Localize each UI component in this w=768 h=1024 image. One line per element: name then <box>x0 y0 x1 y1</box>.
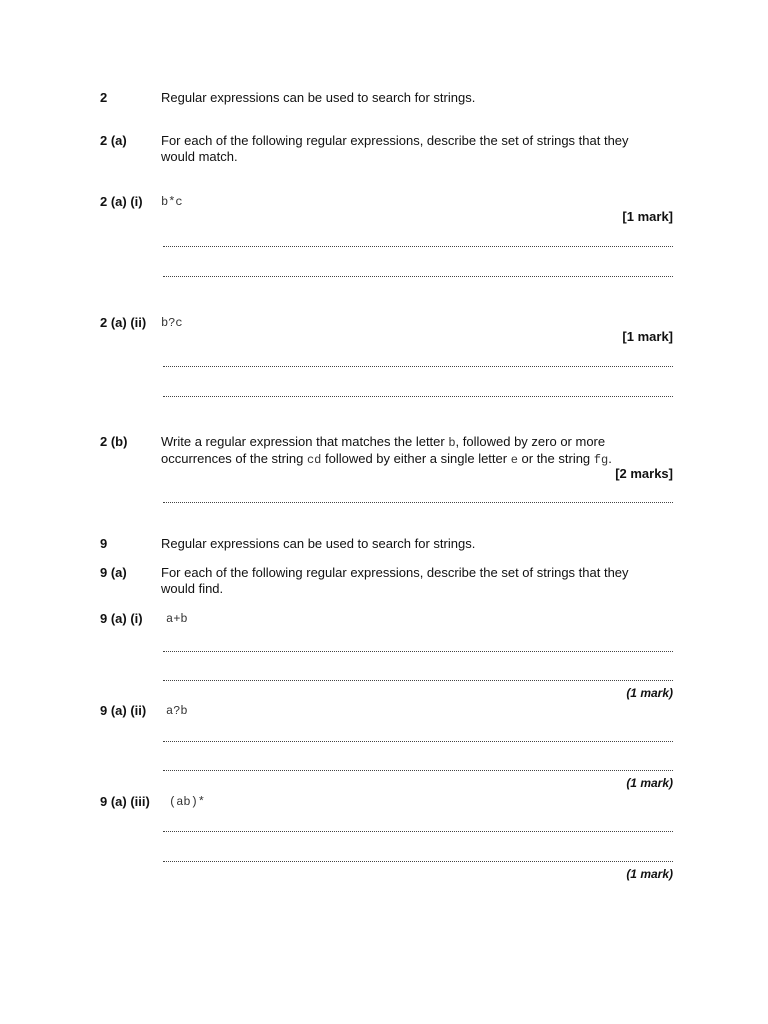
q2b-answer-line <box>163 502 673 503</box>
q9aiii-expression: (ab)* <box>169 795 206 809</box>
q2aii-number: 2 (a) (ii) <box>100 315 147 330</box>
q9ai-answer-line-1 <box>163 651 673 652</box>
q9ai-marks: (1 mark) <box>626 686 673 700</box>
q2b-text: Write a regular expression that matches the letter b, followed by zero or more occurrences of the string cd followed by either a single letter e or the string fg. <box>161 434 612 467</box>
q9aiii-answer-line-2 <box>163 861 673 862</box>
q9aiii-marks: (1 mark) <box>626 867 673 881</box>
q2a-number: 2 (a) <box>100 133 127 148</box>
q9ai-number: 9 (a) (i) <box>100 611 143 626</box>
q2-number: 2 <box>100 90 108 105</box>
q2b-number: 2 (b) <box>100 434 128 449</box>
q2ai-expression: b*c <box>161 195 183 209</box>
q2b-marks: [2 marks] <box>615 466 673 481</box>
q9aii-answer-line-2 <box>163 770 673 771</box>
q2aii-expression: b?c <box>161 316 183 330</box>
q9-stem: Regular expressions can be used to search for strings. <box>161 536 476 551</box>
q2aii-answer-line-2 <box>163 396 673 397</box>
q2ai-number: 2 (a) (i) <box>100 194 143 209</box>
q9ai-expression: a+b <box>166 612 188 626</box>
q9aii-answer-line-1 <box>163 741 673 742</box>
q9-number: 9 <box>100 536 108 551</box>
q9aiii-number: 9 (a) (iii) <box>100 794 150 809</box>
q9a-text: For each of the following regular expressions, describe the set of strings that they would find. <box>161 565 629 596</box>
q2a-text: For each of the following regular expressions, describe the set of strings that they would match. <box>161 133 629 164</box>
q9a-number: 9 (a) <box>100 565 127 580</box>
q2ai-answer-line-1 <box>163 246 673 247</box>
q9aiii-answer-line-1 <box>163 831 673 832</box>
q2aii-answer-line-1 <box>163 366 673 367</box>
q9aii-number: 9 (a) (ii) <box>100 703 147 718</box>
q2ai-answer-line-2 <box>163 276 673 277</box>
q9aii-marks: (1 mark) <box>626 776 673 790</box>
q2-stem: Regular expressions can be used to search for strings. <box>161 90 476 105</box>
q9ai-answer-line-2 <box>163 680 673 681</box>
q9aii-expression: a?b <box>166 704 188 718</box>
q2ai-marks: [1 mark] <box>622 209 673 224</box>
q2aii-marks: [1 mark] <box>622 329 673 344</box>
